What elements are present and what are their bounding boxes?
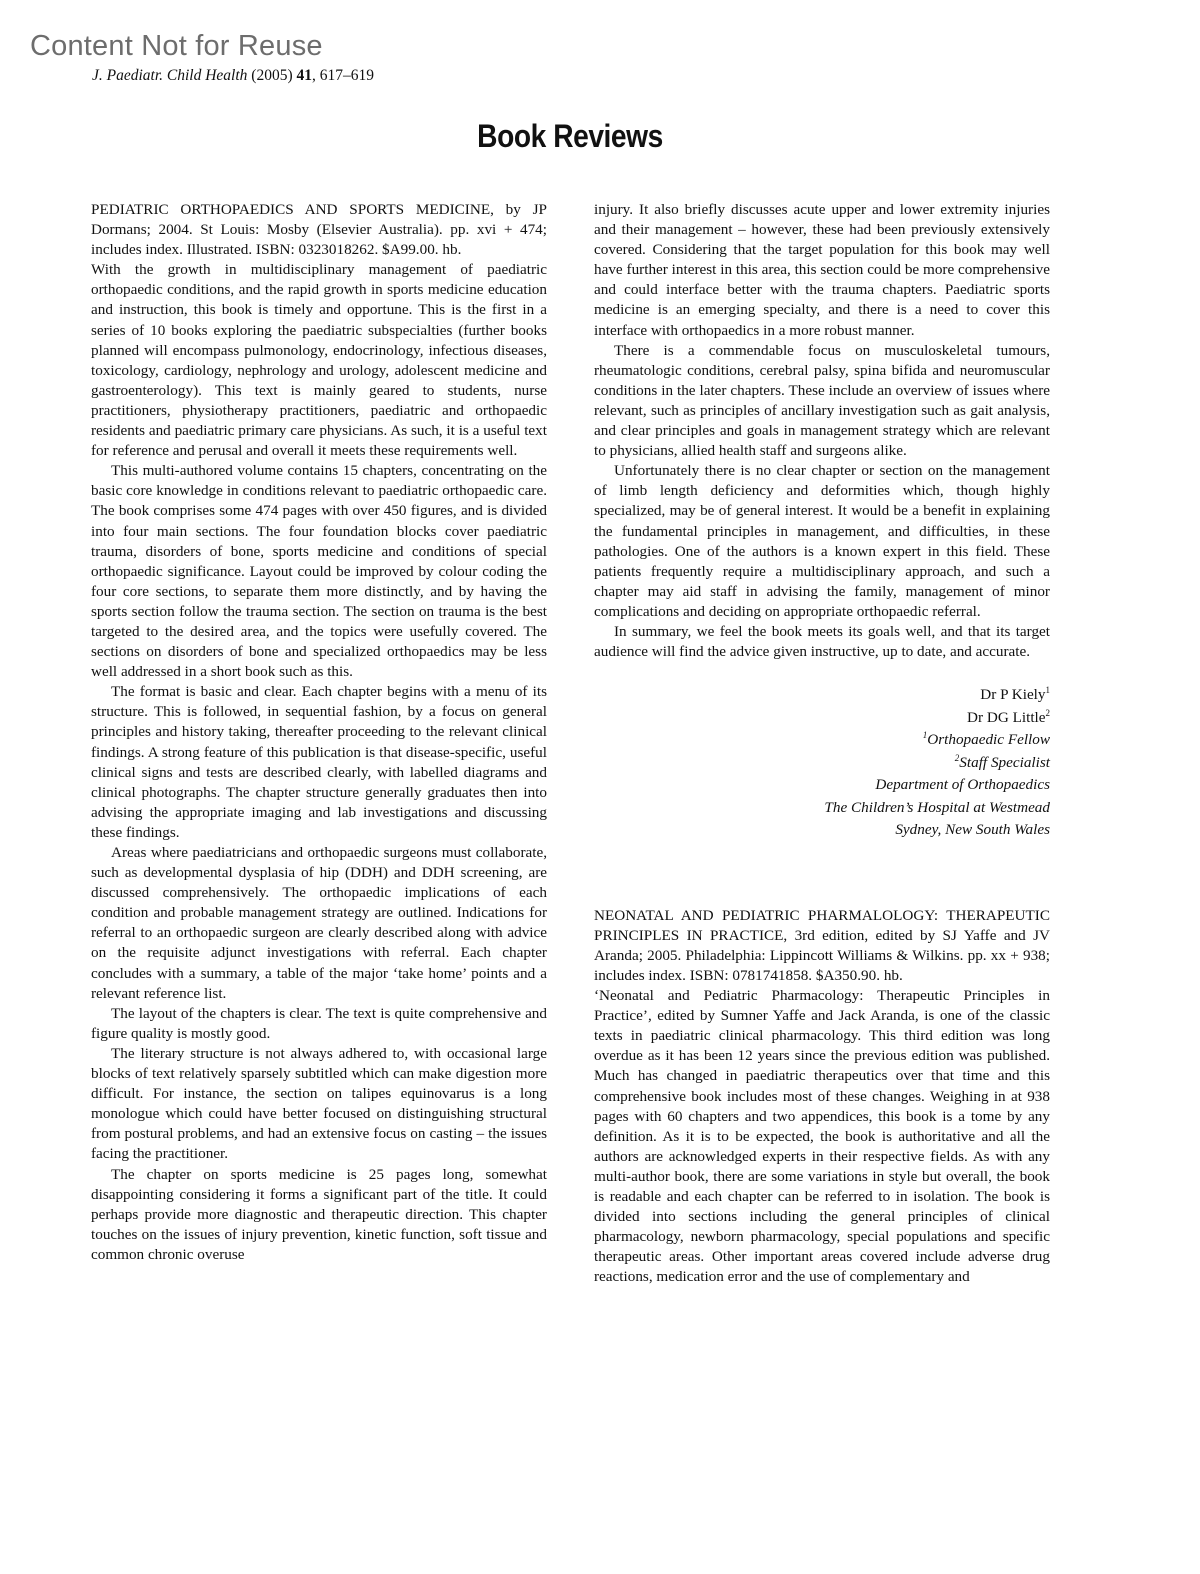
review1-citation: PEDIATRIC ORTHOPAEDICS AND SPORTS MEDICINE, by JP Dormans; 2004. St Louis: Mosby (Elsevier Australia). pp. xvi + 474; includes index. Illustrated. ISBN: 0323018262. $A99.00. hb. xyxy=(91,201,547,259)
review1-paragraph: The layout of the chapters is clear. The text is quite comprehensive and figure quality is mostly good. xyxy=(91,1004,547,1042)
review1-paragraph: Unfortunately there is no clear chapter or section on the management of limb length deficiency and deformities which, though highly specialized, may be of general interest. It would be a benefit in explaining the fundamental principles in management, and difficulties, in these pathologies. One of the authors is a known expert in this field. These patients frequently require a multidisciplinary approach, and such a chapter may aid staff in advising the family, management of minor complications and deciding on appropriate orthopaedic referral. xyxy=(594,462,1050,620)
review1-paragraph: In summary, we feel the book meets its goals well, and that its target audience will find the advice given instructive, up to date, and accurate. xyxy=(594,622,1050,661)
review2-paragraph: ‘Neonatal and Pediatric Pharmacology: Therapeutic Principles in Practice’, edited by Sumner Yaffe and Jack Aranda, is one of the classic texts in paediatric clinical pharmacology. This third edition was long overdue as it has been 12 years since the previous edition was published. Much has changed in paediatric therapeutics over that time and this comprehensive book includes most of these changes. Weighing in at 938 pages with 60 chapters and two appendices, this book is a tome by any definition. As it is to be expected, the book is authoritative and all the authors are acknowledged experts in their respective fields. As with any multi-author book, there are some variations in style but overall, the book is readable and each chapter can be referred to in isolation. The book is divided into sections including the general principles of clinical pharmacology, newborn pharmacology, special populations and specific therapeutic areas. Other important areas covered include adverse drug reactions, medication error and the use of complementary and xyxy=(594,987,1050,1286)
author-name: Dr P Kiely$^1$ xyxy=(980,685,1050,704)
review2-citation xyxy=(594,906,1050,986)
review2-citation-details: 3rd edition, edited by SJ Yaffe and JV Aranda; 2005. Philadelphia: Lippincott Williams & Wilkins. pp. xx + 938; includes index. ISBN: 0781741858. $A350.90. hb. xyxy=(594,926,1050,984)
review2-citation-title: NEONATAL AND PEDIATRIC PHARMALOLOGY: THERAPEUTIC PRINCIPLES IN PRACTICE, xyxy=(594,906,1050,944)
author-location: Sydney, New South Wales xyxy=(895,821,1050,839)
author-name: Dr DG Little$^2$ xyxy=(967,707,1050,726)
author-role: $^2$Staff Specialist xyxy=(954,752,1050,771)
journal-citation xyxy=(92,67,374,85)
left-column xyxy=(91,200,547,1265)
review1-paragraph: With the growth in multidisciplinary management of paediatric orthopaedic conditions, and the rapid growth in sports medicine education and instruction, this book is timely and opportune. This is the first in a series of 10 books exploring the paediatric subspecialties (further books planned will encompass pulmonology, endocrinology, infectious diseases, toxicology, cardiology, nephrology and urology, adolescent medicine and gastroenterology). This text is mainly geared to students, nurse practitioners, physiotherapy practitioners, paediatric and orthopaedic residents and paediatric primary care physicians. As such, it is a useful text for reference and perusal and overall it meets these requirements well. xyxy=(91,261,547,460)
review1-paragraph: The literary structure is not always adhered to, with occasional large blocks of text relatively sparsely subtitled which can make digestion more difficult. For instance, the section on talipes equinovarus is a long monologue which could have better focused on distinguishing structural from postural problems, and had an extensive focus on casting – the issues facing the practitioner. xyxy=(91,1044,547,1163)
review1-paragraph: The chapter on sports medicine is 25 pages long, somewhat disappointing considering it forms a significant part of the title. It could perhaps provide more diagnostic and therapeutic direction. This chapter touches on the issues of injury prevention, kinetic function, soft tissue and common chronic overuse xyxy=(91,1165,547,1263)
review2 xyxy=(594,906,1050,1288)
journal-year: (2005) xyxy=(251,67,293,84)
journal-volume: 41 xyxy=(296,67,312,84)
watermark-text: Content Not for Reuse xyxy=(30,30,323,62)
review1-paragraph: injury. It also briefly discusses acute upper and lower extremity injuries and their management – however, these had been previously extensively covered. Considering that the target population for this book may well have further interest in this area, this section could be more comprehensive and could interface better with the trauma chapters. Paediatric sports medicine is an emerging specialty, and there is a need to cover this interface with orthopaedics in a more robust manner. xyxy=(594,201,1050,339)
right-column xyxy=(594,200,1050,1287)
journal-pages: , 617–619 xyxy=(312,67,374,84)
review1-paragraph: There is a commendable focus on musculoskeletal tumours, rheumatologic conditions, cerebral palsy, spina bifida and neuromuscular conditions in the later chapters. These include an overview of issues where relevant, such as principles of ancillary investigation such as gait analysis, and clear principles and goals in management strategy which are relevant to physicians, allied health staff and surgeons alike. xyxy=(594,341,1050,460)
review1-paragraph: The format is basic and clear. Each chapter begins with a menu of its structure. This is followed, in sequential fashion, by a focus on general principles and history taking, thereafter proceeding to the relevant clinical findings. A strong feature of this publication is that disease-specific, useful clinical signs and tests are described clearly, with labelled diagrams and clinical photographs. The chapter structure generally graduates then into advising the appropriate imaging and lab investigations and discussing these findings. xyxy=(91,683,547,841)
author-role: $^1$Orthopaedic Fellow xyxy=(922,730,1050,749)
review1-signature xyxy=(594,684,1050,842)
review1-paragraph: This multi-authored volume contains 15 chapters, concentrating on the basic core knowledge in conditions relevant to paediatric orthopaedic care. The book comprises some 474 pages with over 450 figures, and is divided into four main sections. The four foundation blocks cover paediatric trauma, disorders of bone, sports medicine and conditions of special orthopaedic significance. Layout could be improved by colour coding the four core sections, to separate them more distinctly, and by having the sports section follow the trauma section. The section on trauma is the best targeted to the desired area, and the topics were usefully covered. The sections on disorders of bone and specialized orthopaedics may be less well addressed in a short book such as this. xyxy=(91,462,547,681)
review1-paragraph: Areas where paediatricians and orthopaedic surgeons must collaborate, such as developmental dysplasia of hip (DDH) and DDH screening, are discussed comprehensively. The orthopaedic implications of each condition and probable management strategy are outlined. Indications for referral to an orthopaedic surgeon are clearly described along with advice on the requisite adjunct investigations with referral. Each chapter concludes with a summary, a table of the major ‘take home’ points and a relevant reference list. xyxy=(91,844,547,1002)
section-title: Book Reviews xyxy=(477,118,663,154)
journal-name: J. Paediatr. Child Health xyxy=(92,67,248,84)
author-hospital: The Children’s Hospital at Westmead xyxy=(824,798,1050,816)
author-department: Department of Orthopaedics xyxy=(875,776,1050,794)
